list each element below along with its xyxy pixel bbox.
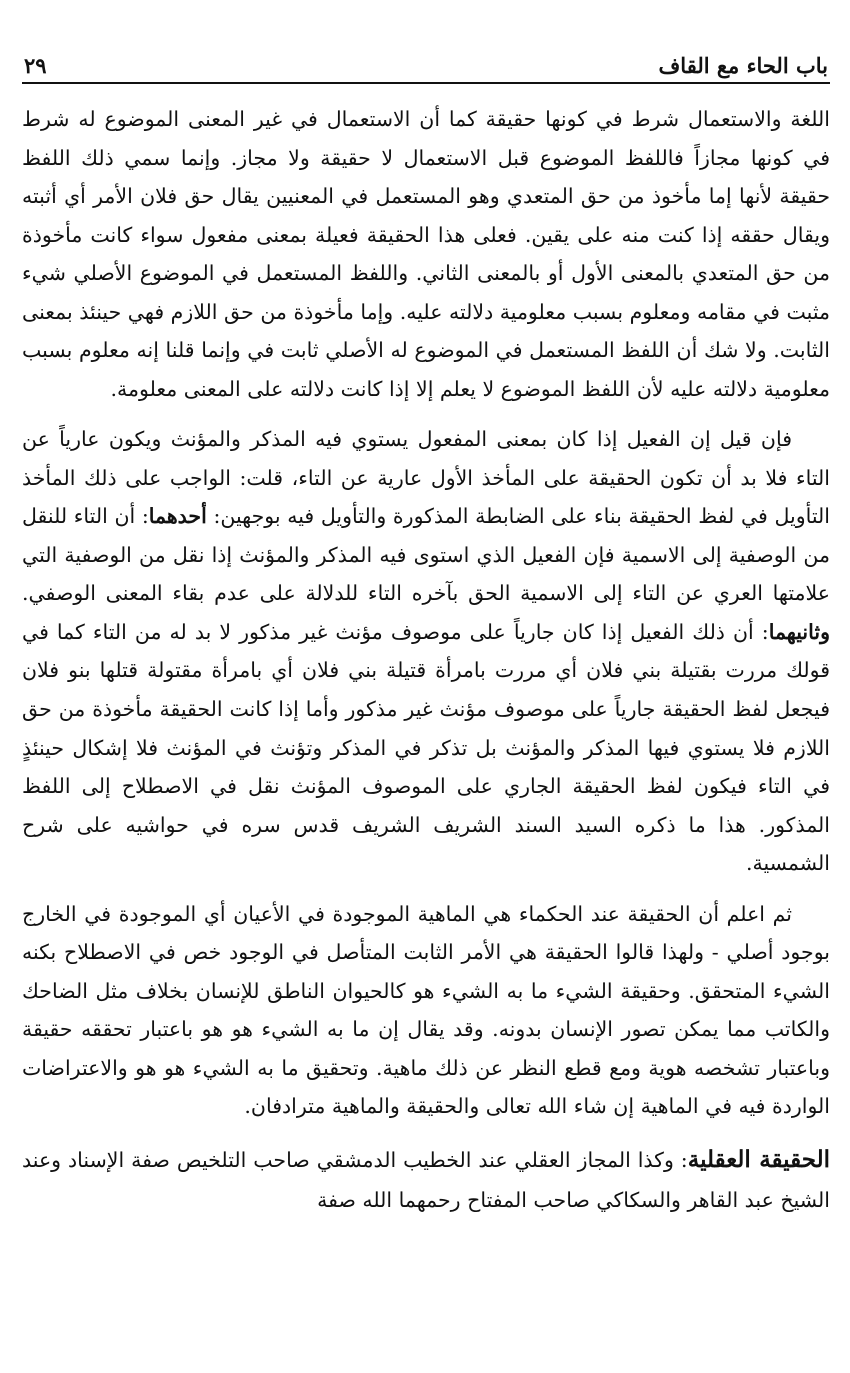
bold-term-first: أحدهما	[148, 504, 207, 529]
paragraph-3	[22, 895, 830, 1126]
paragraph-text: : أن التاء للنقل من الوصفية إلى الاسمية فإن الفعيل الذي استوى فيه المذكر والمؤنث إذا نقل من الوصفية التي علامتها العري عن التاء إلى الاسمية الحق بآخره التاء للدلالة على عدم بقاء المعنى الوصفي.	[22, 504, 830, 606]
paragraph-text: ثم اعلم أن الحقيقة عند الحكماء هي الماهية الموجودة في الأعيان أي الموجودة في الخارج بوجود أصلي - ولهذا قالوا الحقيقة هي الأمر الثابت المتأصل في الوجود خص في الاصطلاح بكنه الشيء المتحقق. وحقيقة الشيء ما به الشيء هو كالحيوان الناطق للإنسان بخلاف مثل الضاحك والكاتب مما يمكن تصور الإنسان بدونه. وقد يقال إن ما به الشيء هو هو باعتبار تحققه حقيقة وباعتبار تشخصه هوية ومع قطع النظر عن ذلك ماهية. وتحقيق ما به الشيء هو هو والاعتراضات الواردة فيه في الماهية إن شاء الله تعالى والحقيقة والماهية مترادفان.	[22, 901, 830, 1119]
paragraph-1	[22, 100, 830, 408]
entry-heading: الحقيقة العقلية	[687, 1145, 830, 1173]
paragraph-text: فإن قيل إن الفعيل إذا كان بمعنى المفعول يستوي فيه المذكر والمؤنث ويكون عارياً عن التاء فلا بد أن تكون الحقيقة على المأخذ الأول عارية عن التاء، قلت: الواجب على ذلك المأخذ التأويل في لفظ الحقيقة بناء على الضابطة المذكورة والتأويل فيه بوجهين:	[22, 427, 830, 529]
page-number: ٢٩	[24, 53, 47, 78]
paragraph-text: اللغة والاستعمال شرط في كونها حقيقة كما أن الاستعمال في غير المعنى الموضوع له شرط في كونها مجازاً فاللفظ الموضوع قبل الاستعمال لا حقيقة ولا مجاز. وإنما سمي ذلك اللفظ حقيقة لأنها إما مأخوذ من حق المتعدي وهو المستعمل في المعنيين يقال حق فلان الأمر أي أثبته ويقال حققه إذا كنت منه على يقين. فعلى هذا الحقيقة فعيلة بمعنى مفعول سواء كانت مأخوذة من حق المتعدي بالمعنى الأول أو بالمعنى الثاني. واللفظ المستعمل في الموضوع الأصلي شيء مثبت في مقامه ومعلوم بسبب معلومية دلالته عليه. وإما مأخوذة من حق اللازم فهي حينئذ بمعنى الثابت. ولا شك أن اللفظ المستعمل في الموضوع له الأصلي ثابت في وإنما قلنا إنه معلوم بسبب معلومية دلالته عليه لأن اللفظ الموضوع لا يعلم إلا إذا كانت دلالته على المعنى معلومة.	[22, 107, 830, 401]
book-page	[22, 28, 830, 1358]
running-header	[22, 28, 830, 84]
chapter-title: باب الحاء مع القاف	[658, 53, 828, 78]
bold-term-second: وثانيهما	[768, 619, 830, 644]
paragraph-text: : أن ذلك الفعيل إذا كان جارياً على موصوف مؤنث غير مذكور لا بد له من التاء كما في قولك مررت بقتيلة بني فلان أي مررت بامرأة قتيلة بني فلان أي بامرأة مقتولة قتلها بنو فلان فيجعل لفظ الحقيقة جارياً على موصوف مؤنث غير مذكور وأما إذا كانت الحقيقة مأخوذة من حق اللازم فلا يستوي فيها المذكر والمؤنث بل تذكر في المذكر وتؤنث في المؤنث فلا إشكال حينئذٍ في التاء فيكون لفظ الحقيقة الجاري على الموصوف المؤنث نقل في الاصطلاح إلى اللفظ المذكور. هذا ما ذكره السيد السند الشريف الشريف قدس سره في حواشيه على شرح الشمسية.	[22, 619, 830, 876]
paragraph-text: : وكذا المجاز العقلي عند الخطيب الدمشقي صاحب التلخيص صفة الإسناد وعند الشيخ عبد القاهر والسكاكي صاحب المفتاح رحمهما الله صفة	[22, 1147, 830, 1213]
paragraph-4	[22, 1138, 830, 1220]
body-text	[22, 100, 830, 1220]
paragraph-2	[22, 420, 830, 882]
